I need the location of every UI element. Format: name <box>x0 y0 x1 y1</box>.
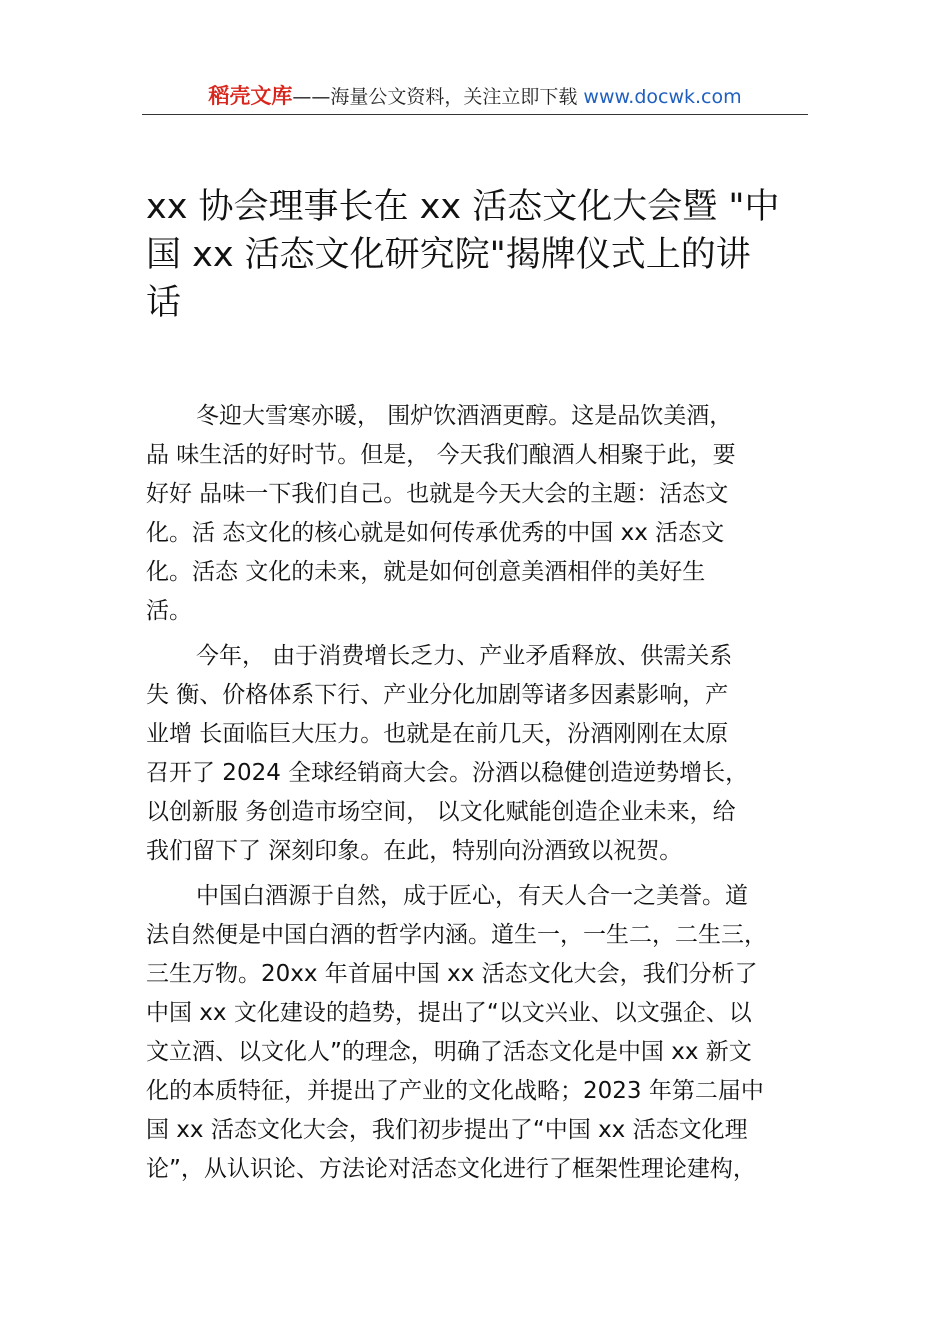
text-line: 今年， 由于消费增长乏力、产业矛盾释放、供需关系 <box>196 643 733 669</box>
text-line: 失 衡、价格体系下行、产业分化加剧等诸多因素影响，产 <box>146 682 729 708</box>
header-divider <box>142 114 808 115</box>
text-line: 召开了 2024 全球经销商大会。汾酒以稳健创造逆势增长， <box>146 760 749 786</box>
text-line: 以创新服 务创造市场空间， 以文化赋能创造企业未来，给 <box>146 799 736 825</box>
text-line: 品 味生活的好时节。但是， 今天我们酿酒人相聚于此，要 <box>146 442 736 468</box>
text-line: 三生万物。20xx 年首届中国 xx 活态文化大会，我们分析了 <box>146 961 758 987</box>
document-body <box>146 397 806 1195</box>
text-line: 我们留下了 深刻印象。在此，特别向汾酒致以祝贺。 <box>146 838 683 864</box>
text-line: 好好 品味一下我们自己。也就是今天大会的主题：活态文 <box>146 481 729 507</box>
body-paragraph-2 <box>146 637 806 871</box>
text-line: 文立酒、以文化人”的理念，明确了活态文化是中国 xx 新文 <box>146 1039 752 1065</box>
text-line: 业增 长面临巨大压力。也就是在前几天，汾酒刚刚在太原 <box>146 721 729 747</box>
text-line: 中国 xx 文化建设的趋势，提出了“以文兴业、以文强企、以 <box>146 1000 752 1026</box>
text-line: 化的本质特征，并提出了产业的文化战略；2023 年第二届中 <box>146 1078 764 1104</box>
text-line: 冬迎大雪寒亦暖， 围炉饮酒酒更醇。这是品饮美酒， <box>196 403 733 429</box>
title-line: xx 协会理事长在 xx 活态文化大会暨 "中 <box>146 187 780 227</box>
text-line: 化。活态 文化的未来，就是如何创意美酒相伴的美好生 <box>146 559 706 585</box>
text-line: 化。活 态文化的核心就是如何传承优秀的中国 xx 活态文 <box>146 520 725 546</box>
text-line: 论”，从认识论、方法论对活态文化进行了框架性理论建构， <box>146 1156 756 1182</box>
text-line: 活。 <box>146 598 192 624</box>
header-site-link[interactable]: www.docwk.com <box>583 86 742 108</box>
text-line: 国 xx 活态文化大会，我们初步提出了“中国 xx 活态文化理 <box>146 1117 748 1143</box>
header-tagline: ——海量公文资料，关注立即下载 <box>292 86 584 108</box>
document-title <box>146 183 834 327</box>
title-line: 国 xx 活态文化研究院"揭牌仪式上的讲 <box>146 235 751 275</box>
text-line: 法自然便是中国白酒的哲学内涵。道生一，一生二，二生三， <box>146 922 767 948</box>
title-line: 话 <box>146 283 182 323</box>
brand-logo-text: 稻壳文库 <box>208 84 293 108</box>
text-line: 中国白酒源于自然，成于匠心，有天人合一之美誉。道 <box>196 883 748 909</box>
body-paragraph-1 <box>146 397 806 631</box>
page-header <box>142 82 808 114</box>
body-paragraph-3 <box>146 877 806 1189</box>
